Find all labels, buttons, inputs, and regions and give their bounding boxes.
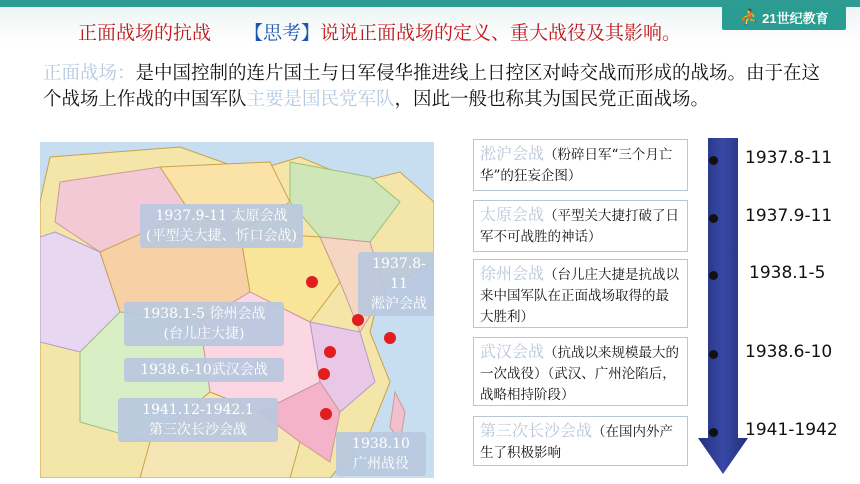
definition-paragraph	[43, 61, 833, 113]
think-label: 【思考】	[244, 22, 321, 44]
map-label-songhu	[358, 252, 434, 316]
timeline-date: 1938.6-10	[745, 342, 833, 362]
battle-card-songhu	[473, 139, 688, 191]
logo-text: 21世纪教育	[762, 10, 829, 26]
timeline-date: 1937.9-11	[745, 206, 833, 226]
timeline-bullet	[709, 428, 718, 437]
battle-card-changsha	[473, 416, 688, 466]
think-prompt	[244, 18, 681, 45]
battle-desc: （平型关大捷打破了日军不可战胜的神话）	[480, 208, 680, 245]
battle-name: 淞沪会战	[480, 144, 545, 163]
timeline-bullet	[709, 214, 718, 223]
label-line: (平型关大捷、忻口会战)	[146, 228, 297, 244]
map-label-taiyuan	[140, 204, 303, 248]
china-war-map	[40, 142, 434, 478]
timeline-date: 1941-1942	[745, 420, 838, 440]
definition-text-1: 是中国控制的连片国土与日军侵华推进线上日控区对峙交战而形成的战场。由于在这个战场上作战的中国军队	[43, 63, 821, 110]
battle-card-wuhan	[473, 337, 688, 406]
timeline-bullet	[709, 156, 718, 165]
timeline-date: 1937.8-11	[745, 148, 833, 168]
logo-runner-icon: ⛹	[739, 9, 759, 26]
brand-logo	[722, 4, 846, 30]
label-line: 1941.12-1942.1	[142, 402, 254, 418]
battle-name: 徐州会战	[480, 264, 545, 283]
timeline-arrow	[698, 138, 748, 478]
battle-marker	[324, 346, 336, 358]
map-label-wuhan	[124, 358, 284, 382]
label-line: 1938.6-10武汉会战	[140, 362, 268, 378]
definition-faint: 主要是国民党军队	[246, 89, 395, 110]
map-label-changsha	[118, 398, 278, 442]
label-line: 第三次长沙会战	[149, 422, 247, 438]
battle-card-xuzhou	[473, 259, 688, 328]
battle-marker	[384, 332, 396, 344]
label-line: (台儿庄大捷)	[163, 326, 245, 342]
timeline-bullet	[709, 350, 718, 359]
label-line: 淞沪会战	[371, 296, 427, 312]
label-line: 1937.9-11 太原会战	[155, 208, 288, 224]
label-line: 广州战役	[353, 456, 409, 472]
battle-marker	[352, 314, 364, 326]
think-question: 说说正面战场的定义、重大战役及其影响。	[320, 22, 682, 44]
label-line: 1937.8-11	[372, 256, 426, 292]
label-line: 1938.10	[352, 436, 410, 452]
battle-marker	[318, 368, 330, 380]
definition-term: 正面战场：	[43, 63, 136, 84]
battle-card-taiyuan	[473, 200, 688, 252]
map-label-guangzhou	[336, 432, 426, 476]
map-label-xuzhou	[124, 302, 284, 346]
battle-marker	[320, 408, 332, 420]
battle-desc: （粉碎日军“三个月亡华”的狂妄企图）	[480, 147, 673, 184]
timeline-bullet	[709, 271, 718, 280]
battle-marker	[306, 276, 318, 288]
battle-name: 太原会战	[480, 205, 545, 224]
battle-desc: （在国内外产生了积极影响	[480, 424, 674, 461]
battle-desc: （台儿庄大捷是抗战以来中国军队在正面战场取得的最大胜利）	[480, 267, 680, 325]
definition-text-2: ，因此一般也称其为国民党正面战场。	[394, 89, 710, 110]
slide-title: 正面战场的抗战	[78, 22, 212, 44]
timeline-date: 1938.1-5	[749, 263, 826, 283]
battle-name: 第三次长沙会战	[480, 421, 593, 440]
label-line: 1938.1-5 徐州会战	[142, 306, 266, 322]
battle-name: 武汉会战	[480, 342, 545, 361]
battle-desc: （抗战以来规模最大的一次战役）（武汉、广州沦陷后，战略相持阶段）	[480, 345, 680, 403]
